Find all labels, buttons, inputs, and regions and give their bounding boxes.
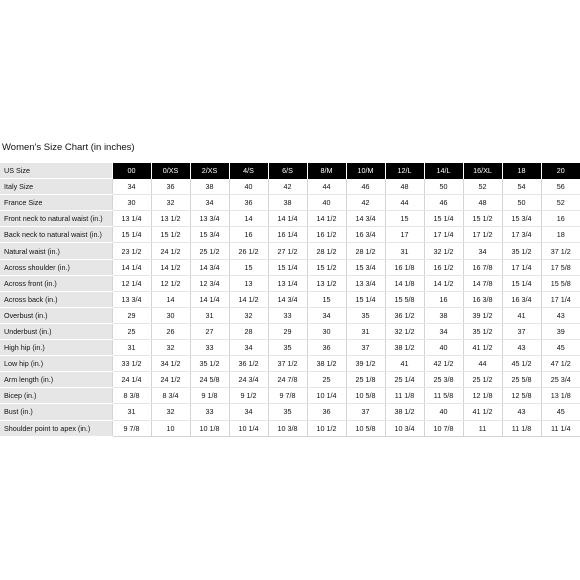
table-cell: 13 1/4	[268, 275, 307, 291]
table-cell: 31	[346, 323, 385, 339]
table-cell: 37 1/2	[268, 356, 307, 372]
table-cell: 48	[463, 195, 502, 211]
table-row	[0, 243, 580, 259]
table-row	[0, 404, 580, 420]
table-cell: 50	[424, 179, 463, 195]
size-header-cell: 10/M	[346, 163, 385, 179]
table-cell: 34	[307, 307, 346, 323]
table-cell: 24 5/8	[190, 372, 229, 388]
size-header-cell: 00	[112, 163, 151, 179]
size-header-cell: 14/L	[424, 163, 463, 179]
table-cell: 31	[112, 404, 151, 420]
table-cell: 15	[229, 259, 268, 275]
table-cell: 56	[541, 179, 580, 195]
table-cell: 17 1/4	[502, 259, 541, 275]
table-cell: 17 1/2	[463, 227, 502, 243]
table-cell: 35	[346, 307, 385, 323]
table-cell: 13 1/2	[307, 275, 346, 291]
table-cell: 34	[463, 243, 502, 259]
size-header-cell: 4/S	[229, 163, 268, 179]
table-row	[0, 179, 580, 195]
table-cell: 44	[307, 179, 346, 195]
row-label: Italy Size	[0, 179, 112, 195]
table-cell: 14	[229, 211, 268, 227]
table-cell: 25 3/8	[424, 372, 463, 388]
table-cell: 14 1/4	[268, 211, 307, 227]
row-label: Natural waist (in.)	[0, 243, 112, 259]
table-cell: 24 3/4	[229, 372, 268, 388]
table-cell: 36	[229, 195, 268, 211]
table-cell: 34	[424, 323, 463, 339]
table-cell: 10 3/4	[385, 420, 424, 436]
table-cell: 14 1/4	[112, 259, 151, 275]
row-label: Underbust (in.)	[0, 323, 112, 339]
table-row	[0, 340, 580, 356]
table-row	[0, 307, 580, 323]
table-cell: 36	[307, 404, 346, 420]
table-cell: 26 1/2	[229, 243, 268, 259]
table-cell: 14 1/2	[151, 259, 190, 275]
table-cell: 52	[463, 179, 502, 195]
table-cell: 44	[385, 195, 424, 211]
row-label: Bust (in.)	[0, 404, 112, 420]
table-row	[0, 388, 580, 404]
table-cell: 30	[151, 307, 190, 323]
table-cell: 15	[307, 291, 346, 307]
table-cell: 43	[502, 340, 541, 356]
table-row	[0, 420, 580, 436]
table-cell: 16 1/8	[385, 259, 424, 275]
table-cell: 33	[190, 404, 229, 420]
table-cell: 34	[190, 195, 229, 211]
header-label: US Size	[0, 163, 112, 179]
row-label: Overbust (in.)	[0, 307, 112, 323]
table-cell: 25 1/4	[385, 372, 424, 388]
table-cell: 13 3/4	[190, 211, 229, 227]
table-cell: 17 1/4	[541, 291, 580, 307]
table-cell: 15 5/8	[541, 275, 580, 291]
table-cell: 29	[112, 307, 151, 323]
table-cell: 8 3/8	[112, 388, 151, 404]
table-header-row	[0, 163, 580, 179]
table-cell: 16	[424, 291, 463, 307]
table-cell: 35 1/2	[463, 323, 502, 339]
table-cell: 29	[268, 323, 307, 339]
table-cell: 35 1/2	[502, 243, 541, 259]
table-row	[0, 211, 580, 227]
table-cell: 12 3/4	[190, 275, 229, 291]
table-cell: 38 1/2	[307, 356, 346, 372]
table-cell: 15 1/2	[307, 259, 346, 275]
row-label: France Size	[0, 195, 112, 211]
table-cell: 10 1/2	[307, 420, 346, 436]
table-cell: 16 7/8	[463, 259, 502, 275]
table-cell: 45	[541, 340, 580, 356]
table-cell: 14 3/4	[268, 291, 307, 307]
table-cell: 14 3/4	[346, 211, 385, 227]
table-cell: 31	[112, 340, 151, 356]
table-cell: 13 1/2	[151, 211, 190, 227]
table-cell: 14 1/8	[385, 275, 424, 291]
table-cell: 38	[268, 195, 307, 211]
table-cell: 34	[229, 340, 268, 356]
table-cell: 34	[112, 179, 151, 195]
table-cell: 15 1/4	[424, 211, 463, 227]
table-cell: 28 1/2	[346, 243, 385, 259]
table-cell: 16 1/2	[424, 259, 463, 275]
table-cell: 23 1/2	[112, 243, 151, 259]
table-cell: 37	[346, 340, 385, 356]
table-cell: 14 1/4	[190, 291, 229, 307]
table-cell: 15 1/2	[151, 227, 190, 243]
table-cell: 15 1/4	[502, 275, 541, 291]
table-cell: 13 1/4	[112, 211, 151, 227]
table-cell: 16 3/4	[346, 227, 385, 243]
table-row	[0, 227, 580, 243]
table-cell: 32 1/2	[385, 323, 424, 339]
table-cell: 32	[151, 195, 190, 211]
table-cell: 10	[151, 420, 190, 436]
table-cell: 41 1/2	[463, 340, 502, 356]
table-cell: 9 7/8	[112, 420, 151, 436]
table-cell: 14 1/2	[229, 291, 268, 307]
table-cell: 45	[541, 404, 580, 420]
table-cell: 9 1/8	[190, 388, 229, 404]
table-cell: 40	[229, 179, 268, 195]
size-header-cell: 18	[502, 163, 541, 179]
table-cell: 14 1/2	[424, 275, 463, 291]
table-cell: 16 3/4	[502, 291, 541, 307]
table-cell: 24 1/4	[112, 372, 151, 388]
table-cell: 32 1/2	[424, 243, 463, 259]
row-label: Bicep (in.)	[0, 388, 112, 404]
size-header-cell: 16/XL	[463, 163, 502, 179]
table-cell: 46	[346, 179, 385, 195]
table-cell: 25 1/2	[463, 372, 502, 388]
table-cell: 11 1/4	[541, 420, 580, 436]
table-cell: 16 1/2	[307, 227, 346, 243]
table-cell: 10 5/8	[346, 420, 385, 436]
table-cell: 11 5/8	[424, 388, 463, 404]
table-cell: 10 5/8	[346, 388, 385, 404]
table-cell: 11 1/8	[502, 420, 541, 436]
table-row	[0, 372, 580, 388]
table-cell: 24 7/8	[268, 372, 307, 388]
table-cell: 15 1/4	[346, 291, 385, 307]
table-cell: 42	[346, 195, 385, 211]
table-cell: 36	[307, 340, 346, 356]
table-cell: 37	[346, 404, 385, 420]
table-cell: 27 1/2	[268, 243, 307, 259]
table-cell: 13 3/4	[346, 275, 385, 291]
table-cell: 24 1/2	[151, 243, 190, 259]
table-cell: 25 5/8	[502, 372, 541, 388]
table-cell: 15 3/4	[346, 259, 385, 275]
table-cell: 25 1/2	[190, 243, 229, 259]
table-cell: 11	[463, 420, 502, 436]
table-cell: 52	[541, 195, 580, 211]
table-row	[0, 259, 580, 275]
table-cell: 16 1/4	[268, 227, 307, 243]
table-cell: 15 1/2	[463, 211, 502, 227]
table-cell: 14	[151, 291, 190, 307]
table-cell: 12 1/4	[112, 275, 151, 291]
table-cell: 38	[190, 179, 229, 195]
table-cell: 43	[502, 404, 541, 420]
table-cell: 36 1/2	[385, 307, 424, 323]
table-row	[0, 291, 580, 307]
table-cell: 14 7/8	[463, 275, 502, 291]
size-header-cell: 2/XS	[190, 163, 229, 179]
table-cell: 15 1/4	[268, 259, 307, 275]
table-cell: 13 1/8	[541, 388, 580, 404]
row-label: Across back (in.)	[0, 291, 112, 307]
table-cell: 33	[268, 307, 307, 323]
size-header-cell: 20	[541, 163, 580, 179]
row-label: Low hip (in.)	[0, 356, 112, 372]
table-cell: 11 1/8	[385, 388, 424, 404]
table-cell: 27	[190, 323, 229, 339]
size-header-cell: 6/S	[268, 163, 307, 179]
table-cell: 26	[151, 323, 190, 339]
table-cell: 12 5/8	[502, 388, 541, 404]
table-cell: 42 1/2	[424, 356, 463, 372]
table-cell: 17 3/4	[502, 227, 541, 243]
table-cell: 14 1/2	[307, 211, 346, 227]
table-cell: 10 1/8	[190, 420, 229, 436]
table-cell: 16	[229, 227, 268, 243]
table-cell: 50	[502, 195, 541, 211]
table-cell: 14 3/4	[190, 259, 229, 275]
table-cell: 15	[385, 211, 424, 227]
row-label: Back neck to natural waist (in.)	[0, 227, 112, 243]
table-cell: 25	[307, 372, 346, 388]
table-body	[0, 179, 580, 437]
table-cell: 33	[190, 340, 229, 356]
table-cell: 43	[541, 307, 580, 323]
table-cell: 35	[268, 340, 307, 356]
table-cell: 16 3/8	[463, 291, 502, 307]
size-header-cell: 0/XS	[151, 163, 190, 179]
row-label: Across shoulder (in.)	[0, 259, 112, 275]
table-cell: 34	[229, 404, 268, 420]
row-label: High hip (in.)	[0, 340, 112, 356]
table-cell: 44	[463, 356, 502, 372]
table-cell: 10 1/4	[229, 420, 268, 436]
table-cell: 32	[151, 404, 190, 420]
table-cell: 38 1/2	[385, 404, 424, 420]
table-cell: 31	[385, 243, 424, 259]
table-cell: 38 1/2	[385, 340, 424, 356]
table-cell: 25 3/4	[541, 372, 580, 388]
table-cell: 36	[151, 179, 190, 195]
table-cell: 40	[424, 340, 463, 356]
table-cell: 17 5/8	[541, 259, 580, 275]
table-cell: 54	[502, 179, 541, 195]
table-cell: 35 1/2	[190, 356, 229, 372]
table-row	[0, 323, 580, 339]
size-header-cell: 12/L	[385, 163, 424, 179]
row-label: Across front (in.)	[0, 275, 112, 291]
table-cell: 15 3/4	[502, 211, 541, 227]
table-cell: 10 1/4	[307, 388, 346, 404]
table-cell: 24 1/2	[151, 372, 190, 388]
size-header-cell: 8/M	[307, 163, 346, 179]
table-cell: 37	[502, 323, 541, 339]
table-cell: 42	[268, 179, 307, 195]
table-cell: 33 1/2	[112, 356, 151, 372]
table-cell: 31	[190, 307, 229, 323]
table-cell: 47 1/2	[541, 356, 580, 372]
row-label: Arm length (in.)	[0, 372, 112, 388]
table-cell: 30	[112, 195, 151, 211]
table-cell: 48	[385, 179, 424, 195]
table-cell: 39	[541, 323, 580, 339]
table-cell: 41	[502, 307, 541, 323]
table-cell: 41 1/2	[463, 404, 502, 420]
table-cell: 9 1/2	[229, 388, 268, 404]
table-row	[0, 195, 580, 211]
table-row	[0, 275, 580, 291]
table-cell: 38	[424, 307, 463, 323]
table-cell: 17	[385, 227, 424, 243]
table-row	[0, 356, 580, 372]
row-label: Front neck to natural waist (in.)	[0, 211, 112, 227]
table-cell: 8 3/4	[151, 388, 190, 404]
table-cell: 40	[307, 195, 346, 211]
table-cell: 41	[385, 356, 424, 372]
table-cell: 35	[268, 404, 307, 420]
table-cell: 17 1/4	[424, 227, 463, 243]
table-cell: 28 1/2	[307, 243, 346, 259]
table-cell: 39 1/2	[463, 307, 502, 323]
table-cell: 25	[112, 323, 151, 339]
table-cell: 9 7/8	[268, 388, 307, 404]
table-cell: 37 1/2	[541, 243, 580, 259]
table-cell: 15 3/4	[190, 227, 229, 243]
table-cell: 32	[229, 307, 268, 323]
table-cell: 25 1/8	[346, 372, 385, 388]
table-cell: 28	[229, 323, 268, 339]
table-cell: 10 3/8	[268, 420, 307, 436]
table-cell: 46	[424, 195, 463, 211]
table-cell: 12 1/8	[463, 388, 502, 404]
table-cell: 40	[424, 404, 463, 420]
table-cell: 10 7/8	[424, 420, 463, 436]
table-cell: 18	[541, 227, 580, 243]
page-title: Women's Size Chart (in inches)	[2, 142, 135, 153]
table-cell: 13 3/4	[112, 291, 151, 307]
table-cell: 13	[229, 275, 268, 291]
table-cell: 12 1/2	[151, 275, 190, 291]
table-cell: 32	[151, 340, 190, 356]
table-cell: 16	[541, 211, 580, 227]
table-cell: 39 1/2	[346, 356, 385, 372]
table-cell: 15 5/8	[385, 291, 424, 307]
table-cell: 15 1/4	[112, 227, 151, 243]
table-cell: 30	[307, 323, 346, 339]
table-cell: 36 1/2	[229, 356, 268, 372]
size-chart-table	[0, 163, 580, 437]
table-cell: 45 1/2	[502, 356, 541, 372]
row-label: Shoulder point to apex (in.)	[0, 420, 112, 436]
table-cell: 34 1/2	[151, 356, 190, 372]
